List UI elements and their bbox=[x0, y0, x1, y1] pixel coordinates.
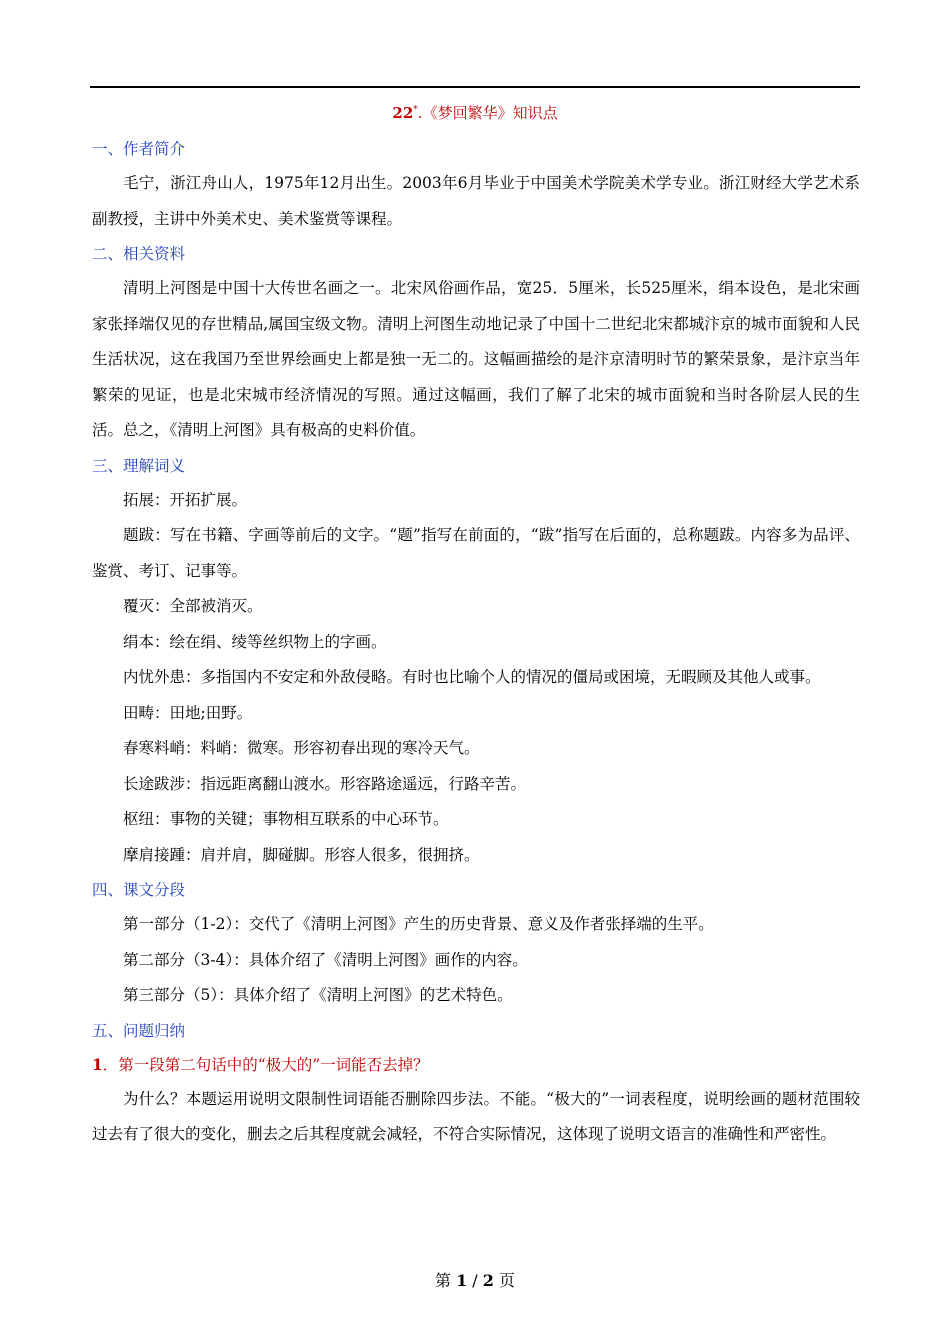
section-heading: 四、课文分段 bbox=[92, 881, 186, 899]
paragraph: 第二部分（3-4）：具体介绍了《清明上河图》画作的内容。 bbox=[123, 950, 528, 969]
term-definition: 长途跋涉：指远距离翻山渡水。形容路途遥远，行路辛苦。 bbox=[123, 774, 527, 793]
paragraph: 毛宁，浙江舟山人，1975年12月出生。2003年6月毕业于中国美术学院美术学专业。浙江财经大学艺术系副教授，主讲中外美术史、美术鉴赏等课程。 bbox=[92, 174, 860, 228]
document-body bbox=[92, 132, 860, 1153]
title-star: * bbox=[413, 105, 418, 115]
term-definition: 田畴：田地;田野。 bbox=[123, 703, 253, 722]
paragraph: 第三部分（5）：具体介绍了《清明上河图》的艺术特色。 bbox=[123, 986, 513, 1004]
term-definition: 枢纽：事物的关键；事物相互联系的中心环节。 bbox=[123, 810, 449, 828]
answer: 为什么？本题运用说明文限制性词语能否删除四步法。不能。“极大的”一词表程度，说明绘画的题材范围较过去有了很大的变化，删去之后其程度就会减轻，不符合实际情况，这体现了说明文语言的准确性和严密性。 bbox=[92, 1089, 860, 1143]
section-heading: 二、相关资料 bbox=[92, 245, 186, 263]
question-number: 1 bbox=[92, 1054, 103, 1074]
term-definition: 春寒料峭：料峭：微寒。形容初春出现的寒冷天气。 bbox=[123, 739, 480, 757]
header-rule bbox=[90, 86, 860, 88]
term-definition: 摩肩接踵：肩并肩，脚碰脚。形容人很多，很拥挤。 bbox=[123, 845, 480, 864]
page-title: 22*.《梦回繁华》知识点 bbox=[392, 104, 558, 122]
section-heading: 五、问题归纳 bbox=[92, 1021, 186, 1040]
section-heading: 一、作者简介 bbox=[92, 140, 186, 158]
term-definition: 绢本：绘在绢、绫等丝织物上的字画。 bbox=[123, 632, 387, 651]
term-definition: 覆灭：全部被消灭。 bbox=[123, 597, 263, 615]
paragraph: 清明上河图是中国十大传世名画之一。北宋风俗画作品，宽25．5厘米，长525厘米，绢本设色，是北宋画家张择端仅见的存世精品,属国宝级文物。清明上河图生动地记录了中国十二世纪北宋都城汴京的城市面貌和人民生活状况，这在我国乃至世界绘画史上都是独一无二的。这幅画描绘的是汴京清明时节的繁荣景象，是汴京当年繁荣的见证，也是北宋城市经济情况的写照。通过这幅画，我们了解了北宋的城市面貌和当时各阶层人民的生活。总之，《清明上河图》具有极高的史料价值。 bbox=[92, 279, 860, 439]
page-footer: 第 1 / 2 页 bbox=[434, 1271, 516, 1290]
term-definition: 题跋：写在书籍、字画等前后的文字。“题”指写在前面的，“跋”指写在后面的，总称题跋。内容多为品评、鉴赏、考订、记事等。 bbox=[92, 526, 860, 580]
paragraph: 第一部分（1-2）：交代了《清明上河图》产生的历史背景、意义及作者张择端的生平。 bbox=[123, 915, 714, 933]
section-heading: 三、理解词义 bbox=[92, 456, 186, 475]
term-definition: 内忧外患：多指国内不安定和外敌侵略。有时也比喻个人的情况的僵局或困境，无暇顾及其他人或事。 bbox=[123, 668, 821, 686]
question: 1．第一段第二句话中的“极大的”一词能否去掉？ bbox=[92, 1054, 429, 1074]
term-definition: 拓展：开拓扩展。 bbox=[123, 490, 248, 509]
